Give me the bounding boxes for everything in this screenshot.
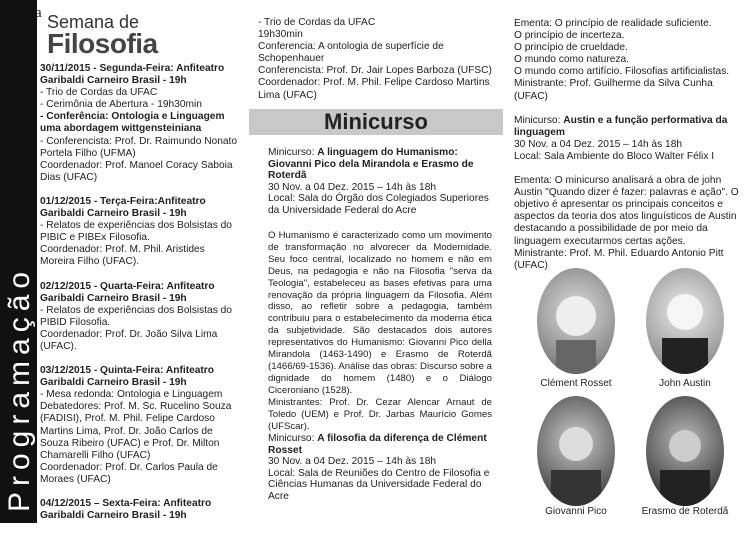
- ementa-line: O mundo como artifício. Filosofias artificialistas.: [514, 66, 730, 78]
- day-item: Coordenador: Prof. Manoel Coracy Saboia Dias (UFAC): [40, 159, 233, 183]
- ementa-rosset: [514, 18, 740, 103]
- day-item: Debatedores: Prof. M. Sc. Rucelino Souza (FADISI), Prof. M. Phil. Felipe Cardoso Martins Lima, Prof. Dr. João Carlos de Souza Ribeiro (UFAC) e Prof. Dr. Milton Chamarelli Filho (UFAC): [40, 401, 232, 461]
- day-date: 03/12/2015 - Quinta-Feira: Anfiteatro Garibaldi Carneiro Brasil - 19h: [40, 365, 214, 389]
- col2-line: Conferencia: A ontologia de superfície de Schopenhauer: [258, 41, 444, 65]
- ementa-line: O princípio de incerteza.: [514, 30, 625, 42]
- portrait-pico: [537, 396, 615, 506]
- person-icon: [646, 396, 724, 506]
- col2-line: - Trio de Cordas da UFAC: [258, 17, 376, 28]
- mini-place: Local: Sala do Órgão dos Colegiados Superiores da Universidade Federal do Acre: [268, 193, 489, 216]
- program-day: [40, 498, 238, 522]
- mini3-ementa: Ementa: O minicurso analisará a obra de john Austin "Quando dizer é fazer: palavras e ação". O objetivo é apresentar os principais conceitos e aspectos da teoria dos atos linguísticos de Austin destacando a possibilidade de por meio da linguagem executarmos certas ações.: [514, 175, 739, 247]
- edition-number: 5: [5, 3, 30, 59]
- day-date: 04/12/2015 – Sexta-Feira: Anfiteatro Garibaldi Carneiro Brasil - 19h: [40, 498, 212, 522]
- minicurso-2: [268, 433, 492, 502]
- minicurso-heading: Minicurso: [249, 109, 503, 135]
- day-item: - Mesa redonda: Ontologia e Linguagem: [40, 389, 223, 401]
- day-item: Coordenador: Prof. M. Phil. Aristides Moreira Filho (UFAC).: [40, 244, 205, 268]
- minicurso-3: [514, 115, 740, 163]
- mini-date: 30 Nov. a 04 Dez. 2015 – 14h às 18h: [514, 138, 683, 150]
- person-icon: [537, 396, 615, 506]
- mini-label: Minicurso:: [514, 114, 564, 126]
- mini-title: A linguagem do Humanismo: Giovanni Pico dela Mirandola e Erasmo de Roterdã: [268, 147, 474, 181]
- program-day: [40, 365, 238, 486]
- ementa-line: O mundo como natureza.: [514, 54, 629, 66]
- col3: [514, 18, 740, 272]
- col2-line: Coordenador: Prof. M. Phil. Felipe Cardoso Martins Lima (UFAC): [258, 77, 490, 101]
- day-date: 01/12/2015 - Terça-Feira:Anfiteatro Garibaldi Carneiro Brasil - 19h: [40, 195, 206, 220]
- sidebar: [0, 0, 37, 523]
- ementa-line: Ministrante: Prof. Guilherme da Silva Cunha (UFAC): [514, 78, 713, 102]
- day-date: 02/12/2015 - Quarta-Feira: Anfiteatro Garibaldi Carneiro Brasil - 19h: [40, 280, 215, 304]
- mini-place: Local: Sala de Reuniões do Centro de Filosofia e Ciências Humanas da Universidade Federal do Acre: [268, 467, 490, 502]
- portrait-austin: [646, 268, 724, 374]
- col2-top: [258, 17, 496, 102]
- person-icon: [646, 268, 724, 374]
- sidebar-title: Programação: [3, 265, 36, 512]
- mini-label: Minicurso:: [268, 433, 318, 444]
- mini-date: 30 Nov. a 04 Dez. 2015 – 14h às 18h: [268, 456, 437, 467]
- minicurso-1: [268, 147, 492, 432]
- col2-line: 19h30min: [258, 29, 303, 41]
- mini-ministrantes: Ministrantes: Prof. Dr. Cezar Alencar Arnaut de Toledo (UEM) e Prof. Dr. Jarbas Maurício Gomes (UFScar).: [268, 396, 492, 432]
- day-item: - Cerimônia de Abertura - 19h30min: [40, 99, 202, 111]
- program-column: [40, 63, 238, 534]
- day-item: - Relatos de experiências dos Bolsistas do PIBIC e PIBEx Filosofia.: [40, 220, 232, 244]
- edition-superscript: a: [35, 5, 42, 21]
- header-semana: Semana de: [47, 12, 140, 32]
- portrait-rosset: [537, 268, 615, 374]
- day-item: - Trio de Cordas da UFAC: [40, 87, 158, 99]
- day-item: - Relatos de experiências dos Bolsistas do PIBID Filosofia.: [40, 304, 232, 328]
- caption-rosset: Clément Rosset: [540, 378, 612, 389]
- caption-erasmo: Erasmo de Roterdã: [641, 506, 729, 517]
- mini-title: Austin e a função performativa da linguagem: [514, 114, 728, 138]
- ementa-line: Ementa: O princípio de realidade suficiente.: [514, 18, 712, 29]
- mini-title: A filosofia da diferença de Clément Rosset: [268, 433, 487, 456]
- program-day: [40, 196, 238, 269]
- day-item: - Conferencista: Prof. Dr. Raimundo Nonato Portela Filho (UFMA): [40, 135, 238, 159]
- person-icon: [537, 268, 615, 374]
- caption-austin: John Austin: [659, 378, 711, 389]
- header-filosofia: Filosofia: [47, 28, 158, 59]
- mini-description: O Humanismo é caracterizado como um movimento de transformação no alvorecer da Modernidade. Seu foco central, localizado no homem e não em Deus, na pedagogia e não na Filosofia "serva da Teologia", estabeleceu as bases efetivas para uma renovação da própria linguagem da Filosofia. Além disso, ao refletir sobre a pedagogia, também contribuiu para o estabelecimento da moderna ética da subjetividade. São destacados dois autores representativos do Humanismo: Giovanni Pico della Mirandola (1463-1490) e Erasmo de Roterdã (1466/69-1536). Análise das obras: Discurso sobre a dignidade do homem (1480) e o Diálogo Ciceroniano (1528).: [268, 230, 492, 396]
- mini-date: 30 Nov. a 04 Dez. 2015 – 14h às 18h: [268, 181, 437, 193]
- portrait-erasmo: [646, 396, 724, 506]
- day-date: 30/11/2015 - Segunda-Feira: Anfiteatro Garibaldi Carneiro Brasil - 19h: [40, 63, 225, 87]
- program-day: [40, 63, 238, 184]
- mini-place: Local: Sala Ambiente do Bloco Walter Félix I: [514, 150, 715, 162]
- mini3-ministrante: Ministrante: Prof. M. Phil. Eduardo Antonio Pitt (UFAC): [514, 247, 724, 271]
- mini-label: Minicurso:: [268, 147, 318, 158]
- caption-pico: Giovanni Pico: [545, 506, 607, 517]
- day-item: - Conferência: Ontologia e Linguagem uma abordagem wittgensteiniana: [40, 111, 225, 135]
- day-item: Coordenador: Prof. Dr. João Silva Lima (UFAC).: [40, 328, 218, 352]
- program-day: [40, 281, 238, 354]
- ementa-line: O princípio de crueldade.: [514, 42, 628, 54]
- day-item: Coordenador: Prof. Dr. Carlos Paula de Moraes (UFAC): [40, 461, 218, 485]
- col2-line: Conferencista: Prof. Dr. Jair Lopes Barboza (UFSC): [258, 65, 492, 77]
